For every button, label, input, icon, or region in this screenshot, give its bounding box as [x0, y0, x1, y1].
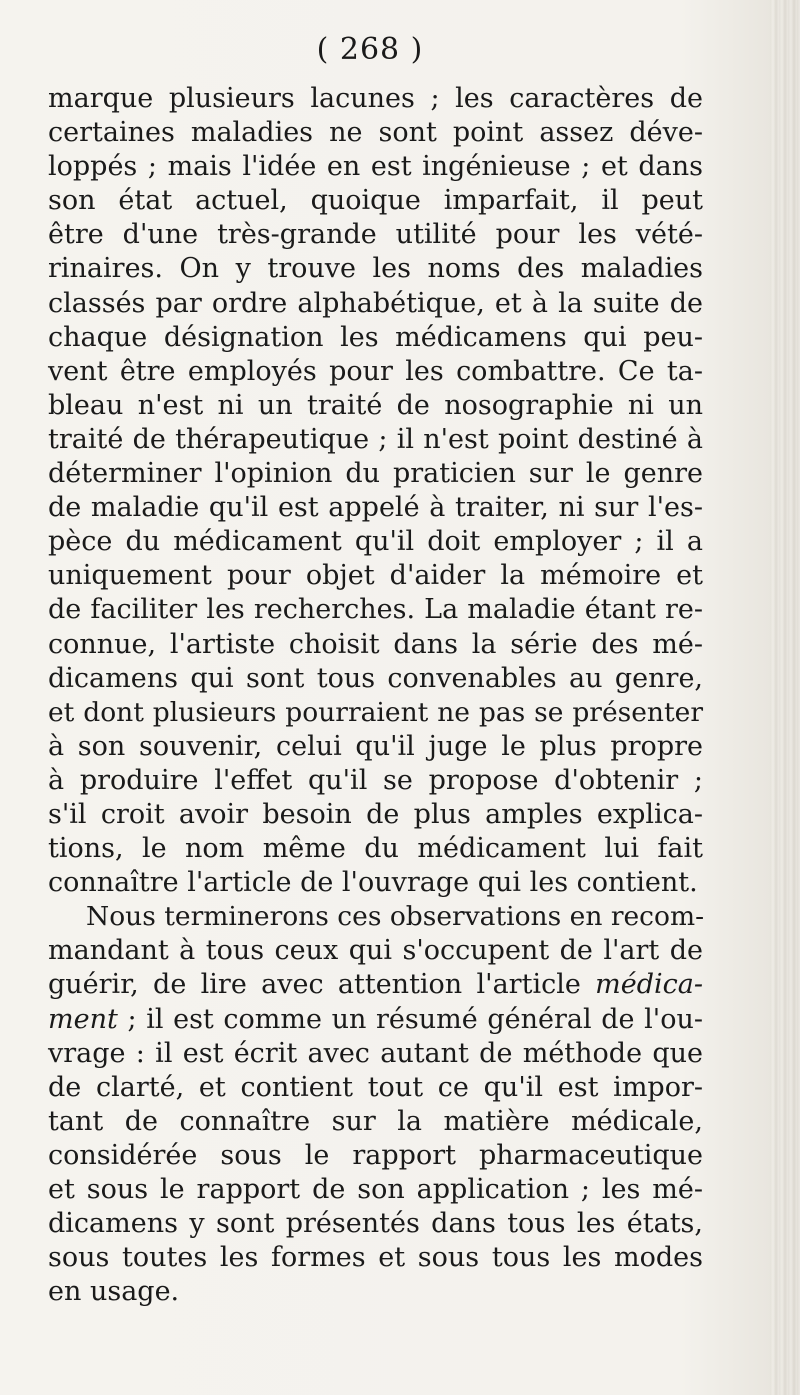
text-line: à produire l'effet qu'il se propose d'obtenir ; [48, 764, 703, 796]
text-line: connaître l'article de l'ouvrage qui les contient. [48, 867, 698, 899]
text-line: vent être employés pour les combattre. Ce ta- [48, 355, 703, 387]
text-line: considérée sous le rapport pharmaceutique [48, 1139, 703, 1171]
text-line: à son souvenir, celui qu'il juge le plus propre [48, 730, 703, 762]
text-line: en usage. [48, 1276, 180, 1308]
text-line [48, 1003, 703, 1037]
text-line: et sous le rapport de son application ; les mé- [48, 1174, 703, 1205]
text-line: tions, le nom même du médicament lui fait [48, 833, 703, 865]
text-line: tant de connaître sur la matière médicale, [48, 1105, 703, 1137]
text-line: traité de thérapeutique ; il n'est point destiné à [48, 423, 703, 455]
text-line: déterminer l'opinion du praticien sur le genre [48, 458, 703, 490]
text-line: de maladie qu'il est appelé à traiter, ni sur l'es- [48, 492, 703, 524]
text-line: chaque désignation les médicamens qui peu- [48, 321, 703, 353]
text-line: pèce du médicament qu'il doit employer ; il a [48, 526, 703, 558]
text-line: connue, l'artiste choisit dans la série des mé- [48, 628, 703, 660]
text-line: marque plusieurs lacunes ; les caractères de [48, 83, 703, 114]
text-line: de clarté, et contient tout ce qu'il est impor- [48, 1071, 703, 1103]
text-line: mandant à tous ceux qui s'occupent de l'art de [48, 935, 703, 967]
text-line: dicamens y sont présentés dans tous les états, [48, 1208, 703, 1240]
text-segment: ; il est comme un résumé général de l'ou- [117, 1003, 703, 1035]
text-line: loppés ; mais l'idée en est ingénieuse ; et dans [48, 151, 703, 183]
italic-term: ment [48, 1003, 118, 1035]
text-line: classés par ordre alphabétique, et à la suite de [48, 287, 703, 319]
body-text [48, 82, 703, 1309]
text-line: et dont plusieurs pourraient ne pas se présenter [48, 696, 703, 728]
text-line: être d'une très-grande utilité pour les vété- [48, 219, 703, 251]
text-line: Nous terminerons ces observations en recom- [86, 901, 705, 933]
page-number: ( 268 ) [316, 32, 424, 67]
italic-term: médica- [595, 969, 703, 1001]
text-line: de faciliter les recherches. La maladie étant re- [48, 594, 703, 626]
page-edge-shadow [770, 0, 800, 1395]
text-line: bleau n'est ni un traité de nosographie ni un [48, 389, 703, 421]
text-line: son état actuel, quoique imparfait, il peut [48, 185, 703, 217]
text-line: s'il croit avoir besoin de plus amples explica- [48, 798, 703, 830]
text-line: rinaires. On y trouve les noms des maladies [48, 253, 703, 285]
text-line: dicamens qui sont tous convenables au genre, [48, 662, 703, 694]
text-line: certaines maladies ne sont point assez déve- [48, 117, 703, 149]
text-segment: guérir, de lire avec attention l'article [48, 969, 596, 1001]
text-line: vrage : il est écrit avec autant de méthode que [48, 1037, 703, 1069]
text-line [48, 968, 703, 1002]
text-line: sous toutes les formes et sous tous les modes [48, 1242, 703, 1274]
text-line: uniquement pour objet d'aider la mémoire et [48, 560, 703, 592]
